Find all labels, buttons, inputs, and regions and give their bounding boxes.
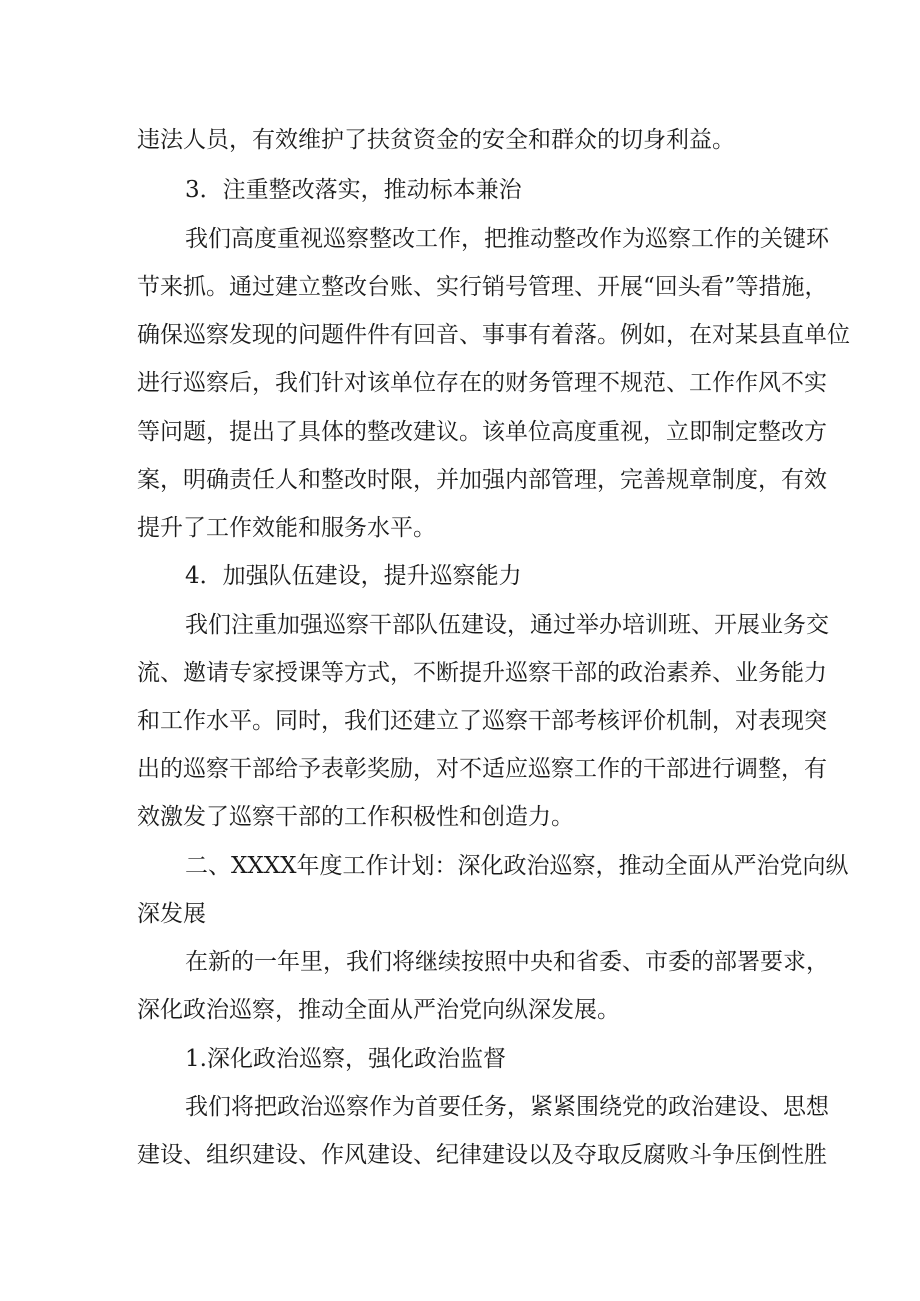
paragraph-line: 建设、组织建设、作风建设、纪律建设以及夺取反腐败斗争压倒性胜 xyxy=(137,1142,827,1168)
paragraph-line: 案，明确责任人和整改时限，并加强内部管理，完善规章制度，有效 xyxy=(137,467,827,493)
paragraph-line: 在新的一年里，我们将继续按照中央和省委、市委的部署要求， xyxy=(185,949,829,975)
paragraph-line: 节来抓。通过建立整改台账、实行销号管理、开展“回头看”等措施， xyxy=(137,274,828,300)
paragraph-line: 和工作水平。同时，我们还建立了巡察干部考核评价机制，对表现突 xyxy=(137,708,827,734)
paragraph-line: 进行巡察后，我们针对该单位存在的财务管理不规范、工作作风不实 xyxy=(137,370,827,396)
paragraph-line: 深化政治巡察，推动全面从严治党向纵深发展。 xyxy=(137,997,620,1023)
paragraph-line: 确保巡察发现的问题件件有回音、事事有着落。例如，在对某县直单位 xyxy=(137,322,850,348)
section-heading-4: 4．加强队伍建设，提升巡察能力 xyxy=(185,563,522,589)
paragraph-line: 出的巡察干部给予表彰奖励，对不适应巡察工作的干部进行调整，有 xyxy=(137,756,827,782)
chapter-heading: 二、XXXX年度工作计划：深化政治巡察，推动全面从严治党向纵 xyxy=(185,853,849,879)
section-heading-1: 1.深化政治巡察，强化政治监督 xyxy=(185,1046,506,1072)
paragraph-line: 流、邀请专家授课等方式，不断提升巡察干部的政治素养、业务能力 xyxy=(137,660,827,686)
paragraph-line: 我们注重加强巡察干部队伍建设，通过举办培训班、开展业务交 xyxy=(185,612,829,638)
paragraph-line: 等问题，提出了具体的整改建议。该单位高度重视，立即制定整改方 xyxy=(137,419,827,445)
section-heading-3: 3．注重整改落实，推动标本兼治 xyxy=(185,177,522,203)
paragraph-line: 效激发了巡察干部的工作积极性和创造力。 xyxy=(137,804,574,830)
paragraph-line: 提升了工作效能和服务水平。 xyxy=(137,515,436,541)
paragraph-line: 我们高度重视巡察整改工作，把推动整改作为巡察工作的关键环 xyxy=(185,226,829,252)
paragraph-line: 违法人员，有效维护了扶贫资金的安全和群众的切身利益。 xyxy=(137,127,735,153)
chapter-heading: 深发展 xyxy=(137,901,206,927)
paragraph-line: 我们将把政治巡察作为首要任务，紧紧围绕党的政治建设、思想 xyxy=(185,1094,829,1120)
